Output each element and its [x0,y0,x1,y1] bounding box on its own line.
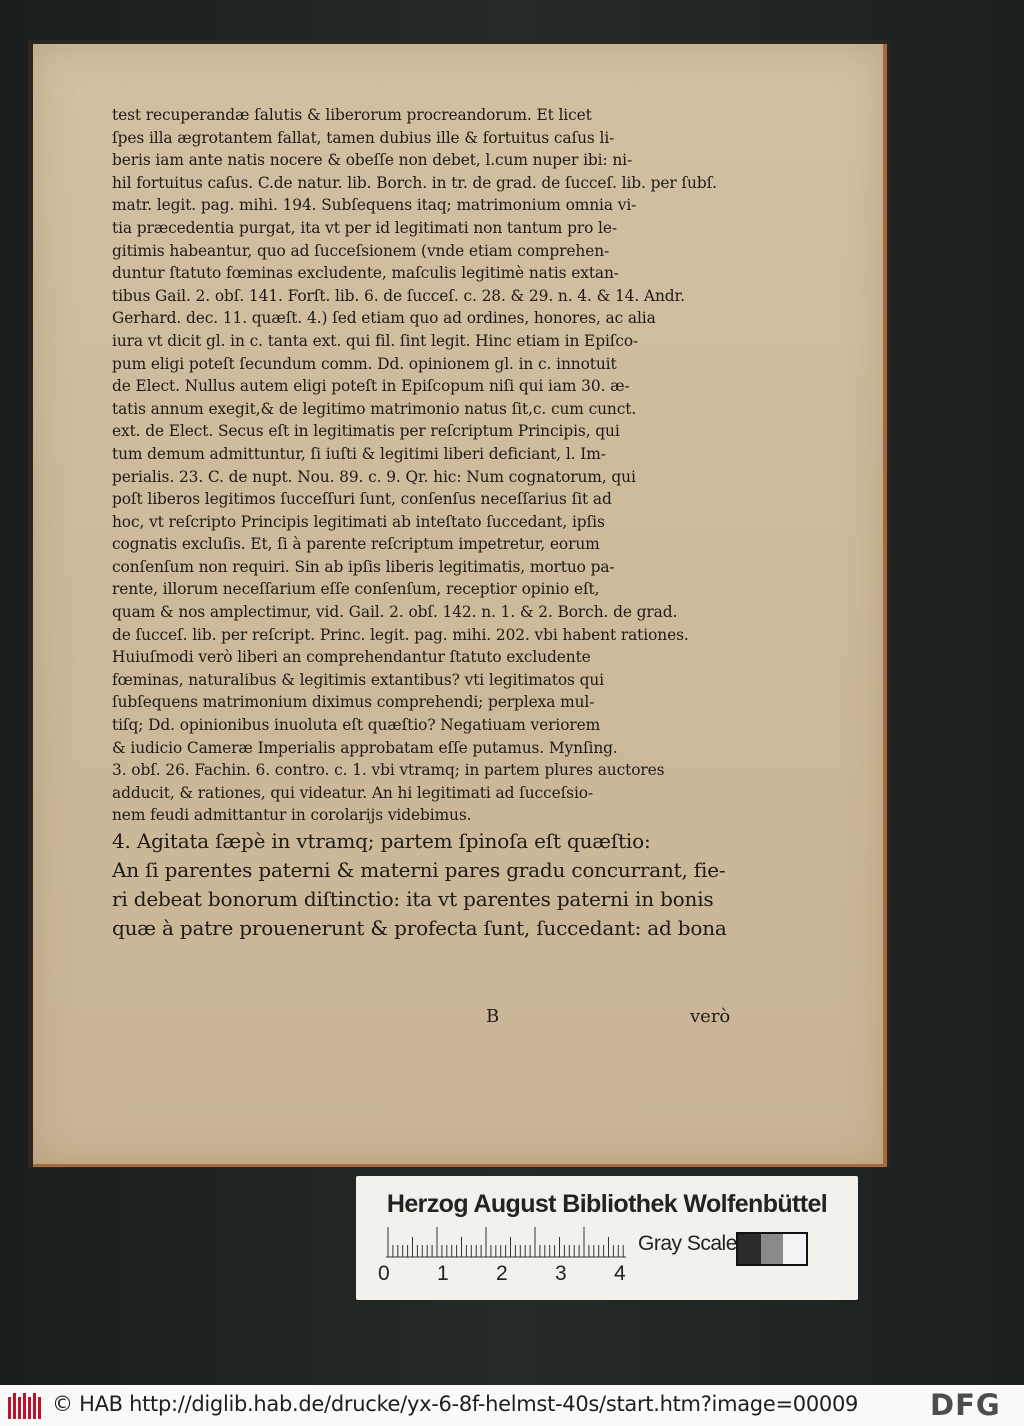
text-line: matr. legit. pag. mihi. 194. Subſequens itaq; matrimonium omnia vi- [112,196,637,215]
hab-logo-icon [8,1393,42,1419]
gray-patch [761,1234,784,1264]
text-line: conſenſum non requiri. Sin ab ipſis liberis legitimatis, mortuo pa- [112,557,615,576]
text-line: & iudicio Cameræ Imperialis approbatam eſſe putamus. Mynſing. [112,738,618,757]
text-line-large: 4. Agitata ſæpè in vtramq; partem ſpinoſa eſt quæſtio: [112,829,651,853]
ruler-number: 2 [496,1262,508,1285]
text-line: test recuperandæ ſalutis & liberorum procreandorum. Et licet [112,106,592,124]
catchword: verò [690,1006,731,1027]
text-line: gitimis habeantur, quo ad ſucceſsionem (vnde etiam comprehen- [112,241,610,260]
text-line: duntur ſtatuto fœminas excludente, maſculis legitimè natis extan- [112,264,619,283]
text-line-large: An ſi parentes paterni & materni pares gradu concurrant, fie- [112,858,726,882]
text-line: Gerhard. dec. 11. quæſt. 4.) ſed etiam quo ad ordines, honores, ac alia [112,309,656,328]
text-line: quam & nos amplectimur, vid. Gail. 2. obſ. 142. n. 1. & 2. Borch. de grad. [112,603,678,622]
text-line: beris iam ante natis nocere & obeſſe non debet, l.cum nuper ibi: ni- [112,151,633,170]
ruler-number: 0 [378,1262,390,1285]
page-text [112,104,740,943]
text-line: 3. obſ. 26. Fachin. 6. contro. c. 1. vbi vtramq; in partem plures auctores [112,761,665,780]
text-line: de Elect. Nullus autem eligi poteſt in Epiſcopum niſi qui iam 30. æ- [112,377,630,396]
signature-mark: B [486,1006,500,1027]
ruler-scale [386,1224,626,1258]
ruler-number: 1 [437,1262,449,1285]
text-line: adducit, & rationes, qui videatur. An hi legitimati ad ſucceſsio- [112,783,594,802]
text-line: tum demum admittuntur, ſi iuſti & legitimi liberi deficiant, l. Im- [112,444,606,463]
ruler-number: 3 [555,1262,567,1285]
text-line: ſubſequens matrimonium diximus comprehendi; perplexa mul- [112,693,595,712]
text-line: tiſq; Dd. opinionibus inuoluta eſt quæſtio? Negatiuam veriorem [112,716,601,735]
text-line: tatis annum exegit,& de legitimo matrimonio natus ſit,c. cum cunct. [112,399,637,418]
text-line: de ſucceſ. lib. per reſcript. Princ. legit. pag. mihi. 202. vbi habent rationes. [112,625,689,644]
text-line: nem feudi admittantur in corolarijs videbimus. [112,806,472,825]
text-line: poſt liberos legitimos ſucceſſuri ſunt, conſenſus neceſſarius ſit ad [112,490,612,509]
text-line: cognatis excluſis. Et, ſi à parente reſcriptum impetretur, eorum [112,535,600,554]
gray-patch [738,1234,761,1264]
text-line: hoc, vt reſcripto Principis legitimati ab inteſtato ſuccedant, ipſis [112,512,605,531]
text-line: perialis. 23. C. de nupt. Nou. 89. c. 9. Qr. hic: Num cognatorum, qui [112,467,636,486]
text-line: tibus Gail. 2. obſ. 141. Forſt. lib. 6. de ſucceſ. c. 28. & 29. n. 4. & 14. Andr. [112,286,685,305]
copyright-url[interactable]: © HAB http://diglib.hab.de/drucke/yx-6-8f-helmst-40s/start.htm?image=00009 [52,1392,859,1416]
text-line: Huiuſmodi verò liberi an comprehendantur ſtatuto excludente [112,648,591,667]
text-line: iura vt dicit gl. in c. tanta ext. qui fil. ſint legit. Hinc etiam in Epiſco- [112,331,639,350]
text-line: fœminas, naturalibus & legitimis extantibus? vti legitimatos qui [112,670,605,689]
library-name: Herzog August Bibliothek Wolfenbüttel [386,1190,828,1218]
text-line: pum eligi poteſt ſecundum comm. Dd. opinionem gl. in c. innotuit [112,354,617,373]
ruler-numbers [378,1262,638,1288]
gray-scale-label: Gray Scale [638,1232,737,1255]
text-line: tia præcedentia purgat, ita vt per id legitimati non tantum pro le- [112,218,617,237]
text-line: ext. de Elect. Secus eſt in legitimatis per reſcriptum Principis, qui [112,422,620,441]
text-line: rente, illorum neceſſarium eſſe conſenſum, receptior opinio eſt, [112,580,600,599]
text-line: ſpes illa ægrotantem fallat, tamen dubius ille & fortuitus caſus li- [112,128,615,147]
gray-patch [783,1234,806,1264]
color-target-card [356,1176,858,1300]
ruler-number: 4 [614,1262,626,1285]
gray-scale-swatch [736,1232,808,1266]
footer-bar [0,1385,1024,1426]
text-line-large: ri debeat bonorum diſtinctio: ita vt parentes paterni in bonis [112,887,714,911]
text-line-large: quæ à patre prouenerunt & profecta ſunt, ſuccedant: ad bona [112,916,727,940]
dfg-logo: DFG [930,1388,1001,1422]
text-line: hil fortuitus caſus. C.de natur. lib. Borch. in tr. de grad. de ſucceſ. lib. per ſubſ. [112,173,717,192]
